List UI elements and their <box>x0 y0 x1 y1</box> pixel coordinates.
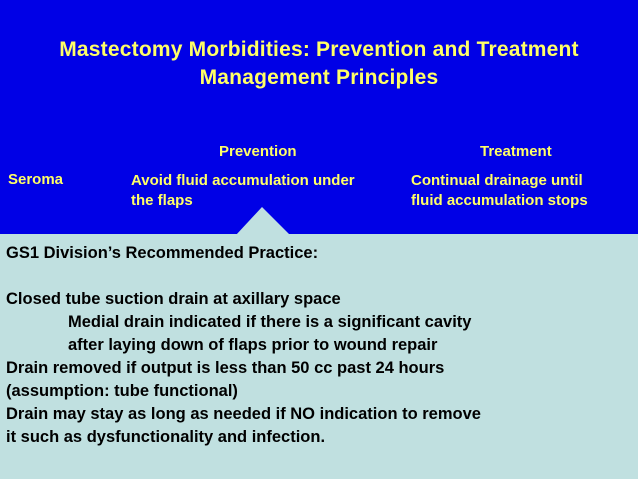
callout-pointer-tip <box>236 207 290 235</box>
treatment-line-1: Continual drainage until <box>411 172 583 189</box>
column-header-prevention: Prevention <box>219 143 297 160</box>
callout-line-6: Drain may stay as long as needed if NO indication to remove <box>6 405 481 423</box>
callout-line-7: it such as dysfunctionality and infection. <box>6 428 326 446</box>
callout-line-5: (assumption: tube functional) <box>6 382 238 400</box>
prevention-line-1: Avoid fluid accumulation under <box>131 172 355 189</box>
title-line-2: Management Principles <box>199 66 439 89</box>
row-label-seroma: Seroma <box>8 171 64 188</box>
callout-line-4: Drain removed if output is less than 50 cc past 24 hours <box>6 359 445 377</box>
callout-heading: GS1 Division’s Recommended Practice: <box>6 244 319 262</box>
title-line-1: Mastectomy Morbidities: Prevention and Treatment <box>59 38 579 61</box>
callout-line-3: after laying down of flaps prior to wound repair <box>68 336 438 354</box>
treatment-line-2: fluid accumulation stops <box>411 192 588 209</box>
callout-line-2: Medial drain indicated if there is a significant cavity <box>68 313 472 331</box>
callout-line-1: Closed tube suction drain at axillary space <box>6 290 341 308</box>
column-header-treatment: Treatment <box>480 143 552 160</box>
prevention-line-2: the flaps <box>131 192 193 209</box>
